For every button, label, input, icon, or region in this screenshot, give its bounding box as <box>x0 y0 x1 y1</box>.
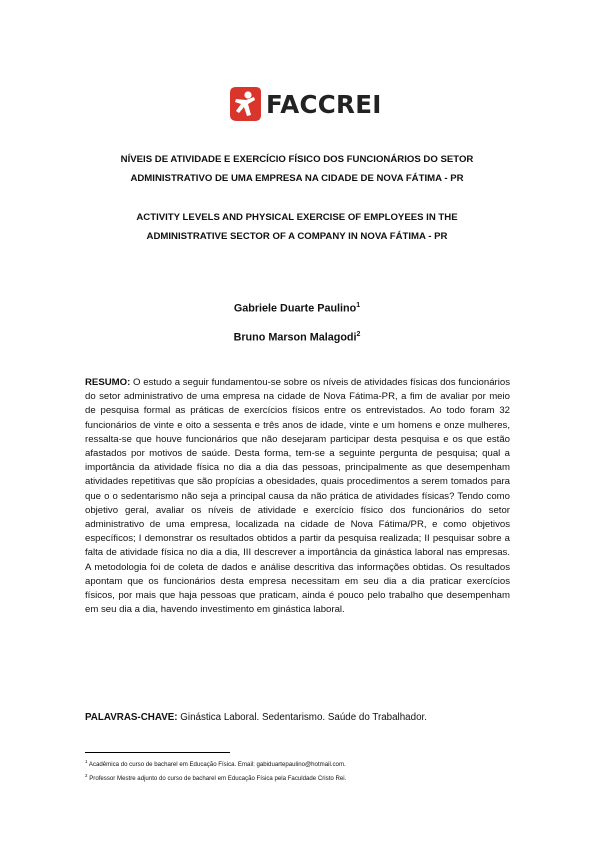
keywords-label: PALAVRAS-CHAVE: <box>85 712 178 723</box>
author-1 <box>60 293 534 322</box>
footnote-divider <box>85 752 230 753</box>
footnote-text: Acadêmica do curso de bacharel em Educação Física. Email: gabiduartepaulino@hotmail.com. <box>88 761 346 769</box>
title-english-line-2: ADMINISTRATIVE SECTOR OF A COMPANY IN NOVA FÁTIMA - PR <box>146 231 448 242</box>
abstract <box>85 376 510 617</box>
logo-text: FACCREI <box>266 89 382 119</box>
title-portuguese-line-2: ADMINISTRATIVO DE UMA EMPRESA NA CIDADE DE NOVA FÁTIMA - PR <box>130 173 464 184</box>
title-portuguese-line-1: NÍVEIS DE ATIVIDADE E EXERCÍCIO FÍSICO DOS FUNCIONÁRIOS DO SETOR <box>120 154 474 165</box>
keywords-text: Ginástica Laboral. Sedentarismo. Saúde do Trabalhador. <box>180 712 427 723</box>
faccrei-logo <box>229 84 399 124</box>
footnote-1 <box>85 756 515 770</box>
author-name: Bruno Marson Malagodi <box>233 331 357 344</box>
title-english <box>60 208 534 246</box>
author-2 <box>60 322 534 351</box>
footnote-2 <box>85 770 515 784</box>
footnote-mark: 1 <box>85 759 88 764</box>
title-english-line-1: ACTIVITY LEVELS AND PHYSICAL EXERCISE OF EMPLOYEES IN THE <box>136 212 458 223</box>
keywords <box>85 711 510 725</box>
abstract-text: O estudo a seguir fundamentou-se sobre os níveis de atividades físicas dos funcionários do setor administrativo de uma empresa na cidade de Nova Fátima-PR, a fim de avaliar por meio de pesquisa formal as práticas de exercícios físicos entre os entrevistados. Ao todo foram 32 funcionários de vinte e oito a sessenta e três anos de idade, vinte e um homens e onze mulheres, ressalta-se que houve funcionários que não desejaram participar desta pesquisa e os que estão afastados por motivos de saúde. Desta forma, tem-se a seguinte pergunta de pesquisa; qual a importância da atividade física no dia a dia das pessoas, principalmente as que desempenham atividades repetitivas que são propícias a obesidades, quais procedimentos a serem tomados para que o o sedentarismo não seja a principal causa da não prática de atividades físicas? Tendo como objetivo geral, avaliar os níveis de atividade e exercício físico dos funcionários do setor administrativo de uma empresa, localizada na cidade de Nova Fátima/PR, e como objetivos específicos; I demonstrar os resultados obtidos a partir da pesquisa realizada; II pesquisar sobre a falta de atividade física no dia a dia, III descrever a importância da ginástica laboral nas empresas. A metodologia foi de coleta de dados e análise descritiva das informações obtidas. Os resultados apontam que os funcionários desta empresa necessitam em seu dia a dia praticar exercícios físicos, por mais que haja pessoas que praticam, ainda é pouco pelo trabalho que desempenham em seu dia a dia, havendo investimento em ginástica laboral. <box>85 377 510 616</box>
footnote-mark: 1 <box>356 302 361 309</box>
faccrei-figure-logo-icon <box>229 86 262 122</box>
footnote-text: Professor Mestre adjunto do curso de bacharel em Educação Física pela Faculdade Cristo Rei. <box>89 775 347 783</box>
footnotes <box>85 756 515 784</box>
author-list <box>60 293 534 350</box>
footnote-mark: 2 <box>85 773 88 779</box>
footnote-mark: 2 <box>356 330 361 338</box>
author-name: Gabriele Duarte Paulino <box>233 302 357 315</box>
abstract-label: RESUMO: <box>85 377 131 388</box>
title-portuguese <box>60 150 534 188</box>
